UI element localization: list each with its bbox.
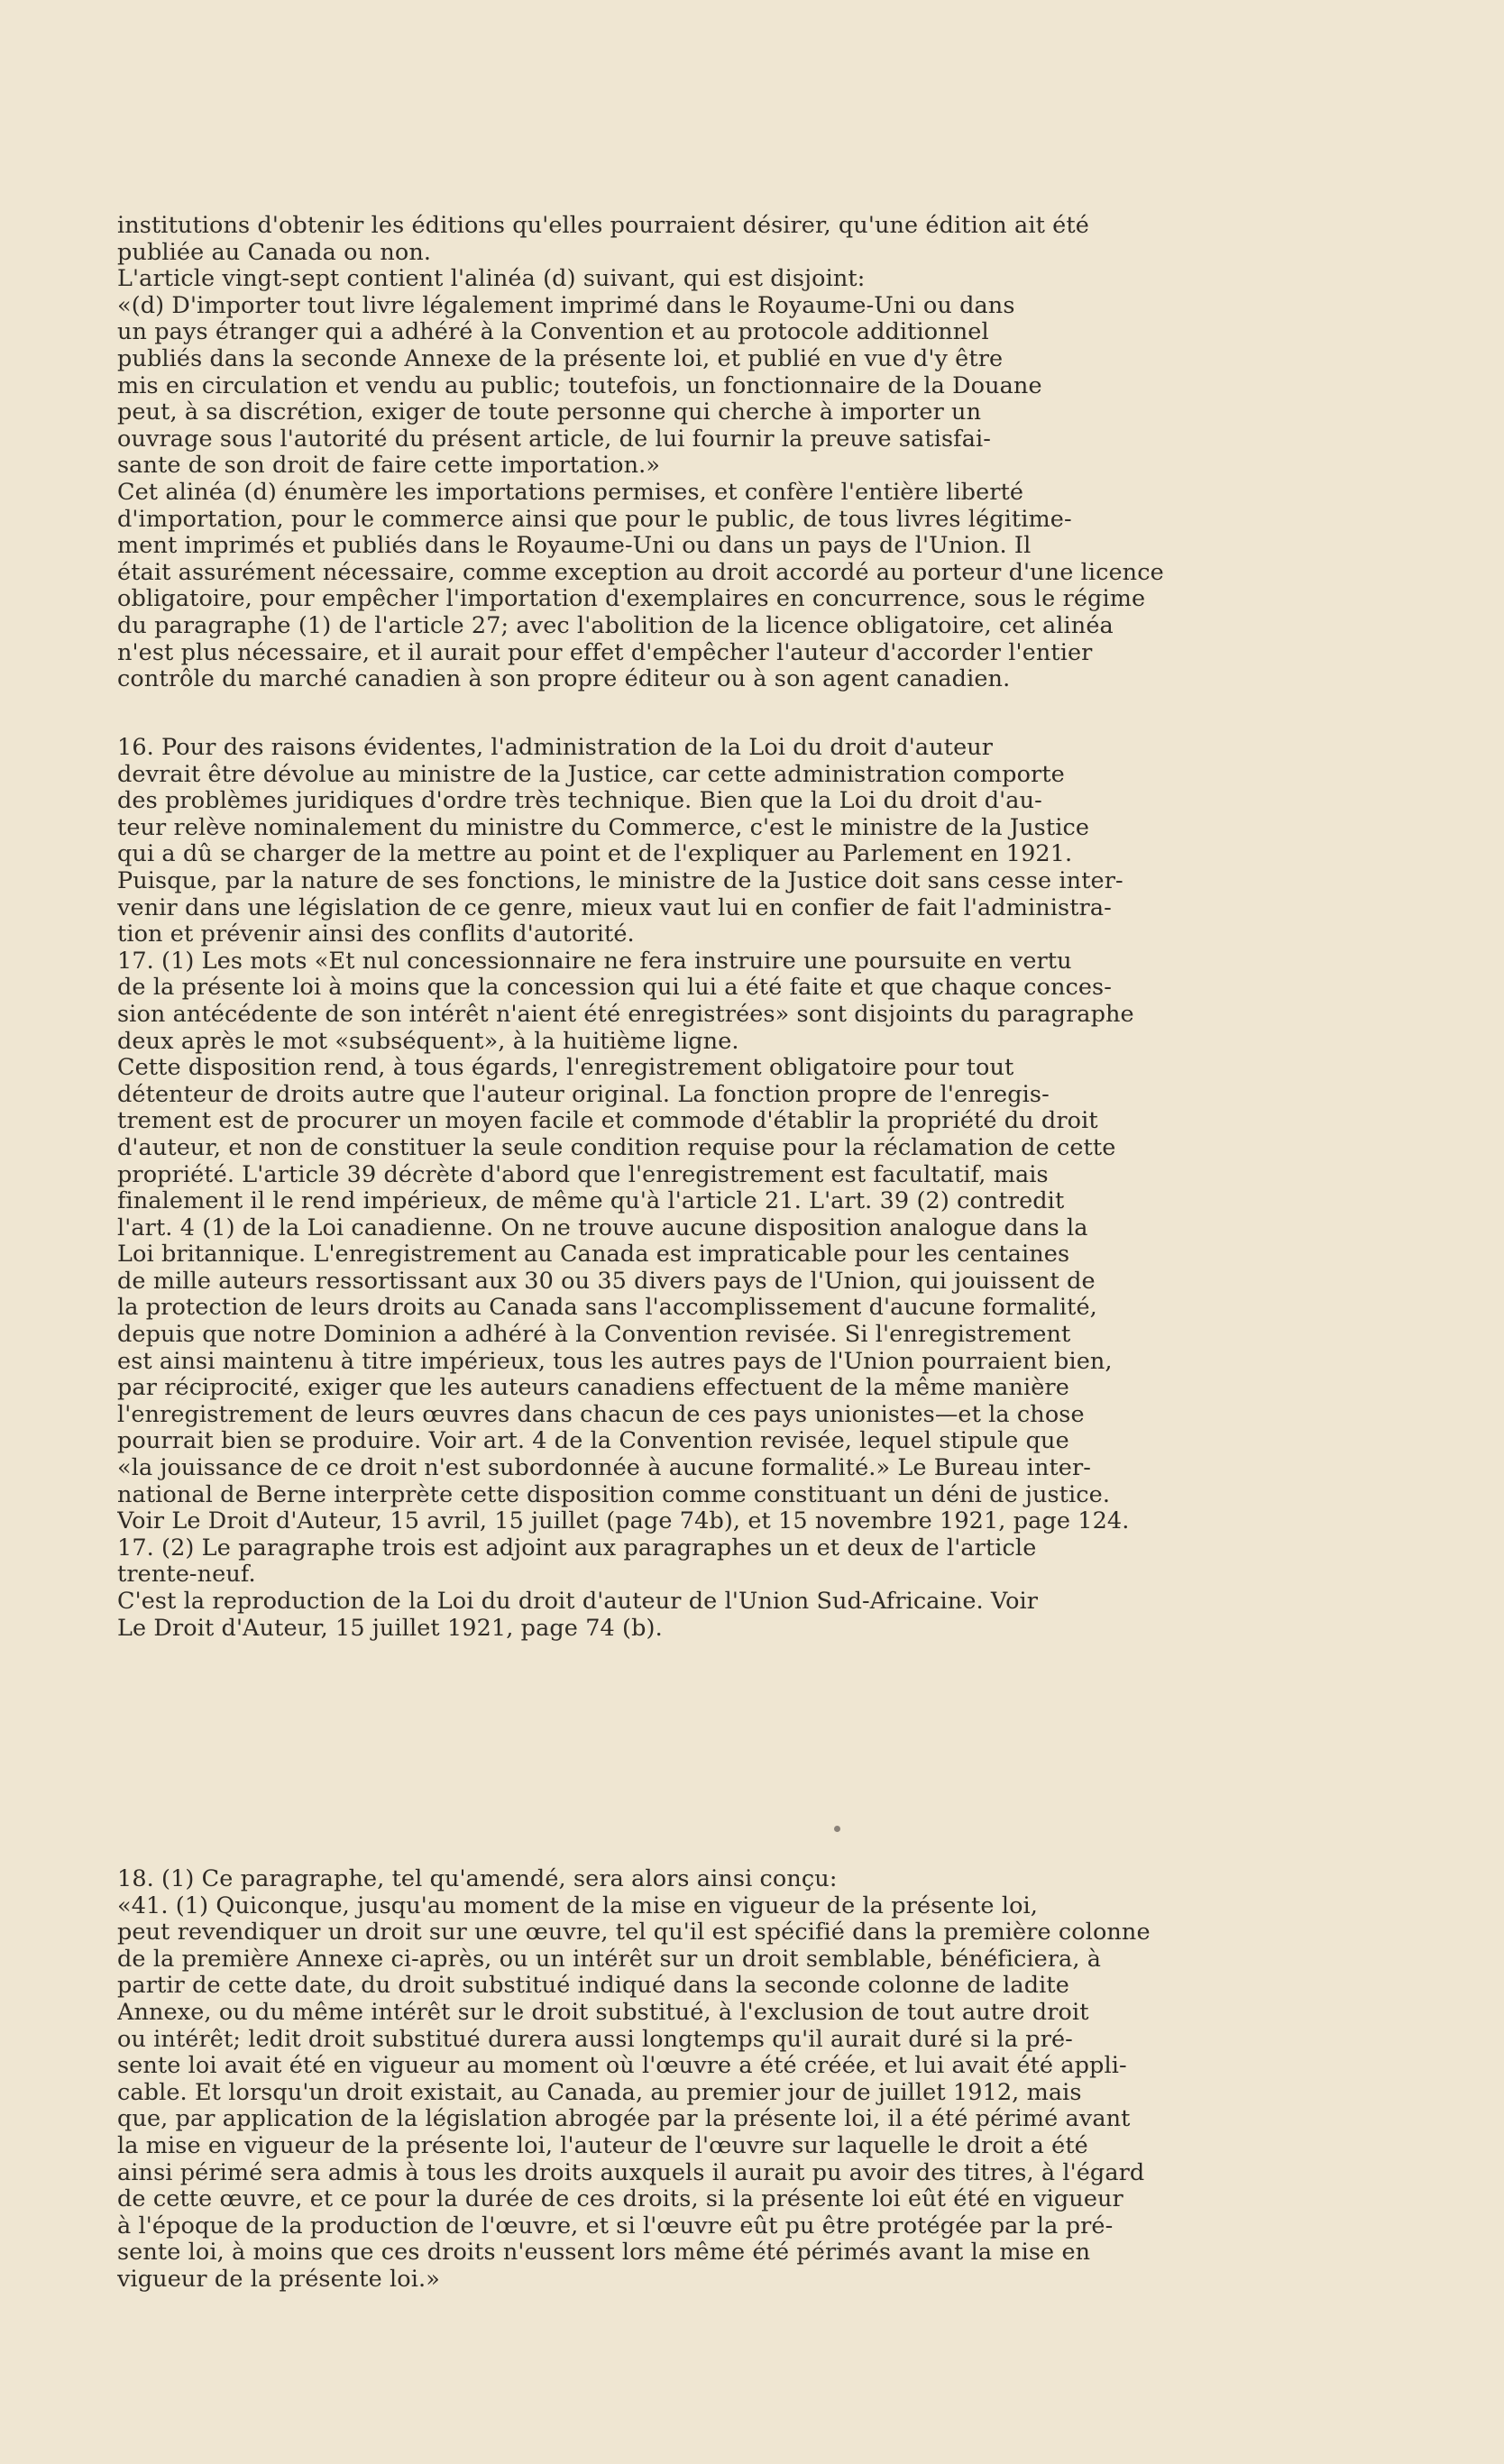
text-line: ouvrage sous l'autorité du présent article, de lui fournir la preuve satisfai- bbox=[117, 426, 991, 453]
text-line: par réciprocité, exiger que les auteurs canadiens effectuent de la même manière bbox=[117, 1375, 1069, 1402]
text-line: n'est plus nécessaire, et il aurait pour effet d'empêcher l'auteur d'accorder l'entier bbox=[117, 639, 1093, 666]
text-line: publiée au Canada ou non. bbox=[117, 239, 432, 266]
text-line: un pays étranger qui a adhéré à la Convention et au protocole additionnel bbox=[117, 319, 989, 346]
text-line: est ainsi maintenu à titre impérieux, tous les autres pays de l'Union pourraient bien, bbox=[117, 1348, 1113, 1375]
text-line: la mise en vigueur de la présente loi, l'auteur de l'œuvre sur laquelle le droit a été bbox=[117, 2132, 1088, 2159]
text-line: «41. (1) Quiconque, jusqu'au moment de la mise en vigueur de la présente loi, bbox=[117, 1892, 1039, 1919]
text-line: détenteur de droits autre que l'auteur original. La fonction propre de l'enregis- bbox=[117, 1081, 1050, 1108]
text-line: Le Droit d'Auteur, 15 juillet 1921, page 74 (b). bbox=[117, 1615, 663, 1642]
text-line: de la première Annexe ci-après, ou un intérêt sur un droit semblable, bénéficiera, à bbox=[117, 1946, 1102, 1973]
text-line: sante de son droit de faire cette importation.» bbox=[117, 453, 661, 480]
text-line: des problèmes juridiques d'ordre très technique. Bien que la Loi du droit d'au- bbox=[117, 788, 1042, 815]
text-line: la protection de leurs droits au Canada sans l'accomplissement d'aucune formalité, bbox=[117, 1295, 1097, 1322]
text-line: finalement il le rend impérieux, de même qu'à l'article 21. L'art. 39 (2) contredit bbox=[117, 1188, 1065, 1215]
text-line: L'article vingt-sept contient l'alinéa (d) suivant, qui est disjoint: bbox=[117, 266, 866, 293]
text-line: mis en circulation et vendu au public; toutefois, un fonctionnaire de la Douane bbox=[117, 372, 1042, 399]
text-line: venir dans une législation de ce genre, mieux vaut lui en confier de fait l'administra- bbox=[117, 894, 1112, 921]
text-line: l'enregistrement de leurs œuvres dans chacun de ces pays unionistes—et la chose bbox=[117, 1401, 1085, 1428]
text-line: ou intérêt; ledit droit substitué durera aussi longtemps qu'il aurait duré si la pré- bbox=[117, 2026, 1073, 2053]
text-line: sente loi avait été en vigueur au moment où l'œuvre a été créée, et lui avait été appli- bbox=[117, 2053, 1127, 2080]
text-line: ment imprimés et publiés dans le Royaume-Uni ou dans un pays de l'Union. Il bbox=[117, 533, 1032, 560]
text-line: 17. (2) Le paragraphe trois est adjoint aux paragraphes un et deux de l'article bbox=[117, 1534, 1037, 1562]
text-line: l'art. 4 (1) de la Loi canadienne. On ne trouve aucune disposition analogue dans la bbox=[117, 1214, 1088, 1241]
text-line: national de Berne interprète cette disposition comme constituant un déni de justice. bbox=[117, 1481, 1111, 1508]
text-line: Loi britannique. L'enregistrement au Canada est impraticable pour les centaines bbox=[117, 1241, 1070, 1269]
text-line: d'importation, pour le commerce ainsi que pour le public, de tous livres légitime- bbox=[117, 506, 1072, 533]
text-line: que, par application de la législation abrogée par la présente loi, il a été périmé avant bbox=[117, 2106, 1131, 2133]
text-line: qui a dû se charger de la mettre au point et de l'expliquer au Parlement en 1921. bbox=[117, 841, 1073, 868]
text-line: 16. Pour des raisons évidentes, l'administration de la Loi du droit d'auteur bbox=[117, 735, 994, 761]
text-line: était assurément nécessaire, comme exception au droit accordé au porteur d'une licence bbox=[117, 559, 1164, 586]
text-line: publiés dans la seconde Annexe de la présente loi, et publié en vue d'y être bbox=[117, 345, 1004, 372]
text-line: d'auteur, et non de constituer la seule condition requise pour la réclamation de cette bbox=[117, 1134, 1116, 1161]
text-line: tion et prévenir ainsi des conflits d'autorité. bbox=[117, 921, 635, 948]
text-line: de cette œuvre, et ce pour la durée de ces droits, si la présente loi eût été en vigueur bbox=[117, 2186, 1123, 2213]
separator-dot bbox=[834, 1826, 840, 1832]
paragraph-block-sections-16-17 bbox=[117, 735, 1213, 1642]
paragraph-block-article-27 bbox=[117, 213, 1213, 693]
text-line: sente loi, à moins que ces droits n'eussent lors même été périmés avant la mise en bbox=[117, 2240, 1091, 2267]
text-line: institutions d'obtenir les éditions qu'elles pourraient désirer, qu'une édition ait été bbox=[117, 213, 1089, 239]
text-line: Cette disposition rend, à tous égards, l'enregistrement obligatoire pour tout bbox=[117, 1055, 1014, 1082]
text-line: trente-neuf. bbox=[117, 1562, 256, 1589]
text-line: de mille auteurs ressortissant aux 30 ou 35 divers pays de l'Union, qui jouissent de bbox=[117, 1268, 1096, 1295]
text-line: propriété. L'article 39 décrète d'abord que l'enregistrement est facultatif, mais bbox=[117, 1161, 1049, 1188]
text-line: deux après le mot «subséquent», à la huitième ligne. bbox=[117, 1028, 739, 1055]
text-line: trement est de procurer un moyen facile et commode d'établir la propriété du droit bbox=[117, 1108, 1098, 1135]
text-line: Puisque, par la nature de ses fonctions, le ministre de la Justice doit sans cesse inter- bbox=[117, 867, 1123, 894]
text-line: vigueur de la présente loi.» bbox=[117, 2266, 440, 2293]
text-line: du paragraphe (1) de l'article 27; avec l'abolition de la licence obligatoire, cet alinéa bbox=[117, 612, 1114, 639]
text-line: C'est la reproduction de la Loi du droit d'auteur de l'Union Sud-Africaine. Voir bbox=[117, 1589, 1039, 1615]
text-line: cable. Et lorsqu'un droit existait, au Canada, au premier jour de juillet 1912, mais bbox=[117, 2079, 1082, 2106]
text-line: Annexe, ou du même intérêt sur le droit substitué, à l'exclusion de tout autre droit bbox=[117, 1999, 1089, 2026]
text-line: Cet alinéa (d) énumère les importations permises, et confère l'entière liberté bbox=[117, 479, 1024, 506]
text-line: pourrait bien se produire. Voir art. 4 de la Convention revisée, lequel stipule que bbox=[117, 1428, 1069, 1455]
text-line: devrait être dévolue au ministre de la Justice, car cette administration comporte bbox=[117, 761, 1065, 788]
text-line: teur relève nominalement du ministre du Commerce, c'est le ministre de la Justice bbox=[117, 814, 1090, 841]
text-line: peut revendiquer un droit sur une œuvre, tel qu'il est spécifié dans la première colonne bbox=[117, 1919, 1151, 1946]
text-line: de la présente loi à moins que la concession qui lui a été faite et que chaque conces- bbox=[117, 975, 1112, 1002]
text-line: 17. (1) Les mots «Et nul concessionnaire ne fera instruire une poursuite en vertu bbox=[117, 948, 1072, 975]
text-line: ainsi périmé sera admis à tous les droits auxquels il aurait pu avoir des titres, à l'égard bbox=[117, 2159, 1145, 2186]
text-line: contrôle du marché canadien à son propre éditeur ou à son agent canadien. bbox=[117, 666, 1011, 693]
text-line: «(d) D'importer tout livre légalement imprimé dans le Royaume-Uni ou dans bbox=[117, 292, 1015, 319]
text-line: partir de cette date, du droit substitué indiqué dans la seconde colonne de ladite bbox=[117, 1973, 1069, 2000]
paragraph-block-section-18 bbox=[117, 1866, 1213, 2294]
text-line: peut, à sa discrétion, exiger de toute personne qui cherche à importer un bbox=[117, 399, 982, 426]
text-line: depuis que notre Dominion a adhéré à la Convention revisée. Si l'enregistrement bbox=[117, 1322, 1071, 1349]
text-line: 18. (1) Ce paragraphe, tel qu'amendé, sera alors ainsi conçu: bbox=[117, 1866, 838, 1892]
text-line: «la jouissance de ce droit n'est subordonnée à aucune formalité.» Le Bureau inter- bbox=[117, 1455, 1092, 1482]
text-line: sion antécédente de son intérêt n'aient été enregistrées» sont disjoints du paragraphe bbox=[117, 1001, 1134, 1028]
text-line: obligatoire, pour empêcher l'importation d'exemplaires en concurrence, sous le régime bbox=[117, 586, 1146, 613]
text-line: à l'époque de la production de l'œuvre, et si l'œuvre eût pu être protégée par la pré- bbox=[117, 2212, 1114, 2240]
text-line: Voir Le Droit d'Auteur, 15 avril, 15 juillet (page 74b), et 15 novembre 1921, page 124. bbox=[117, 1508, 1130, 1535]
